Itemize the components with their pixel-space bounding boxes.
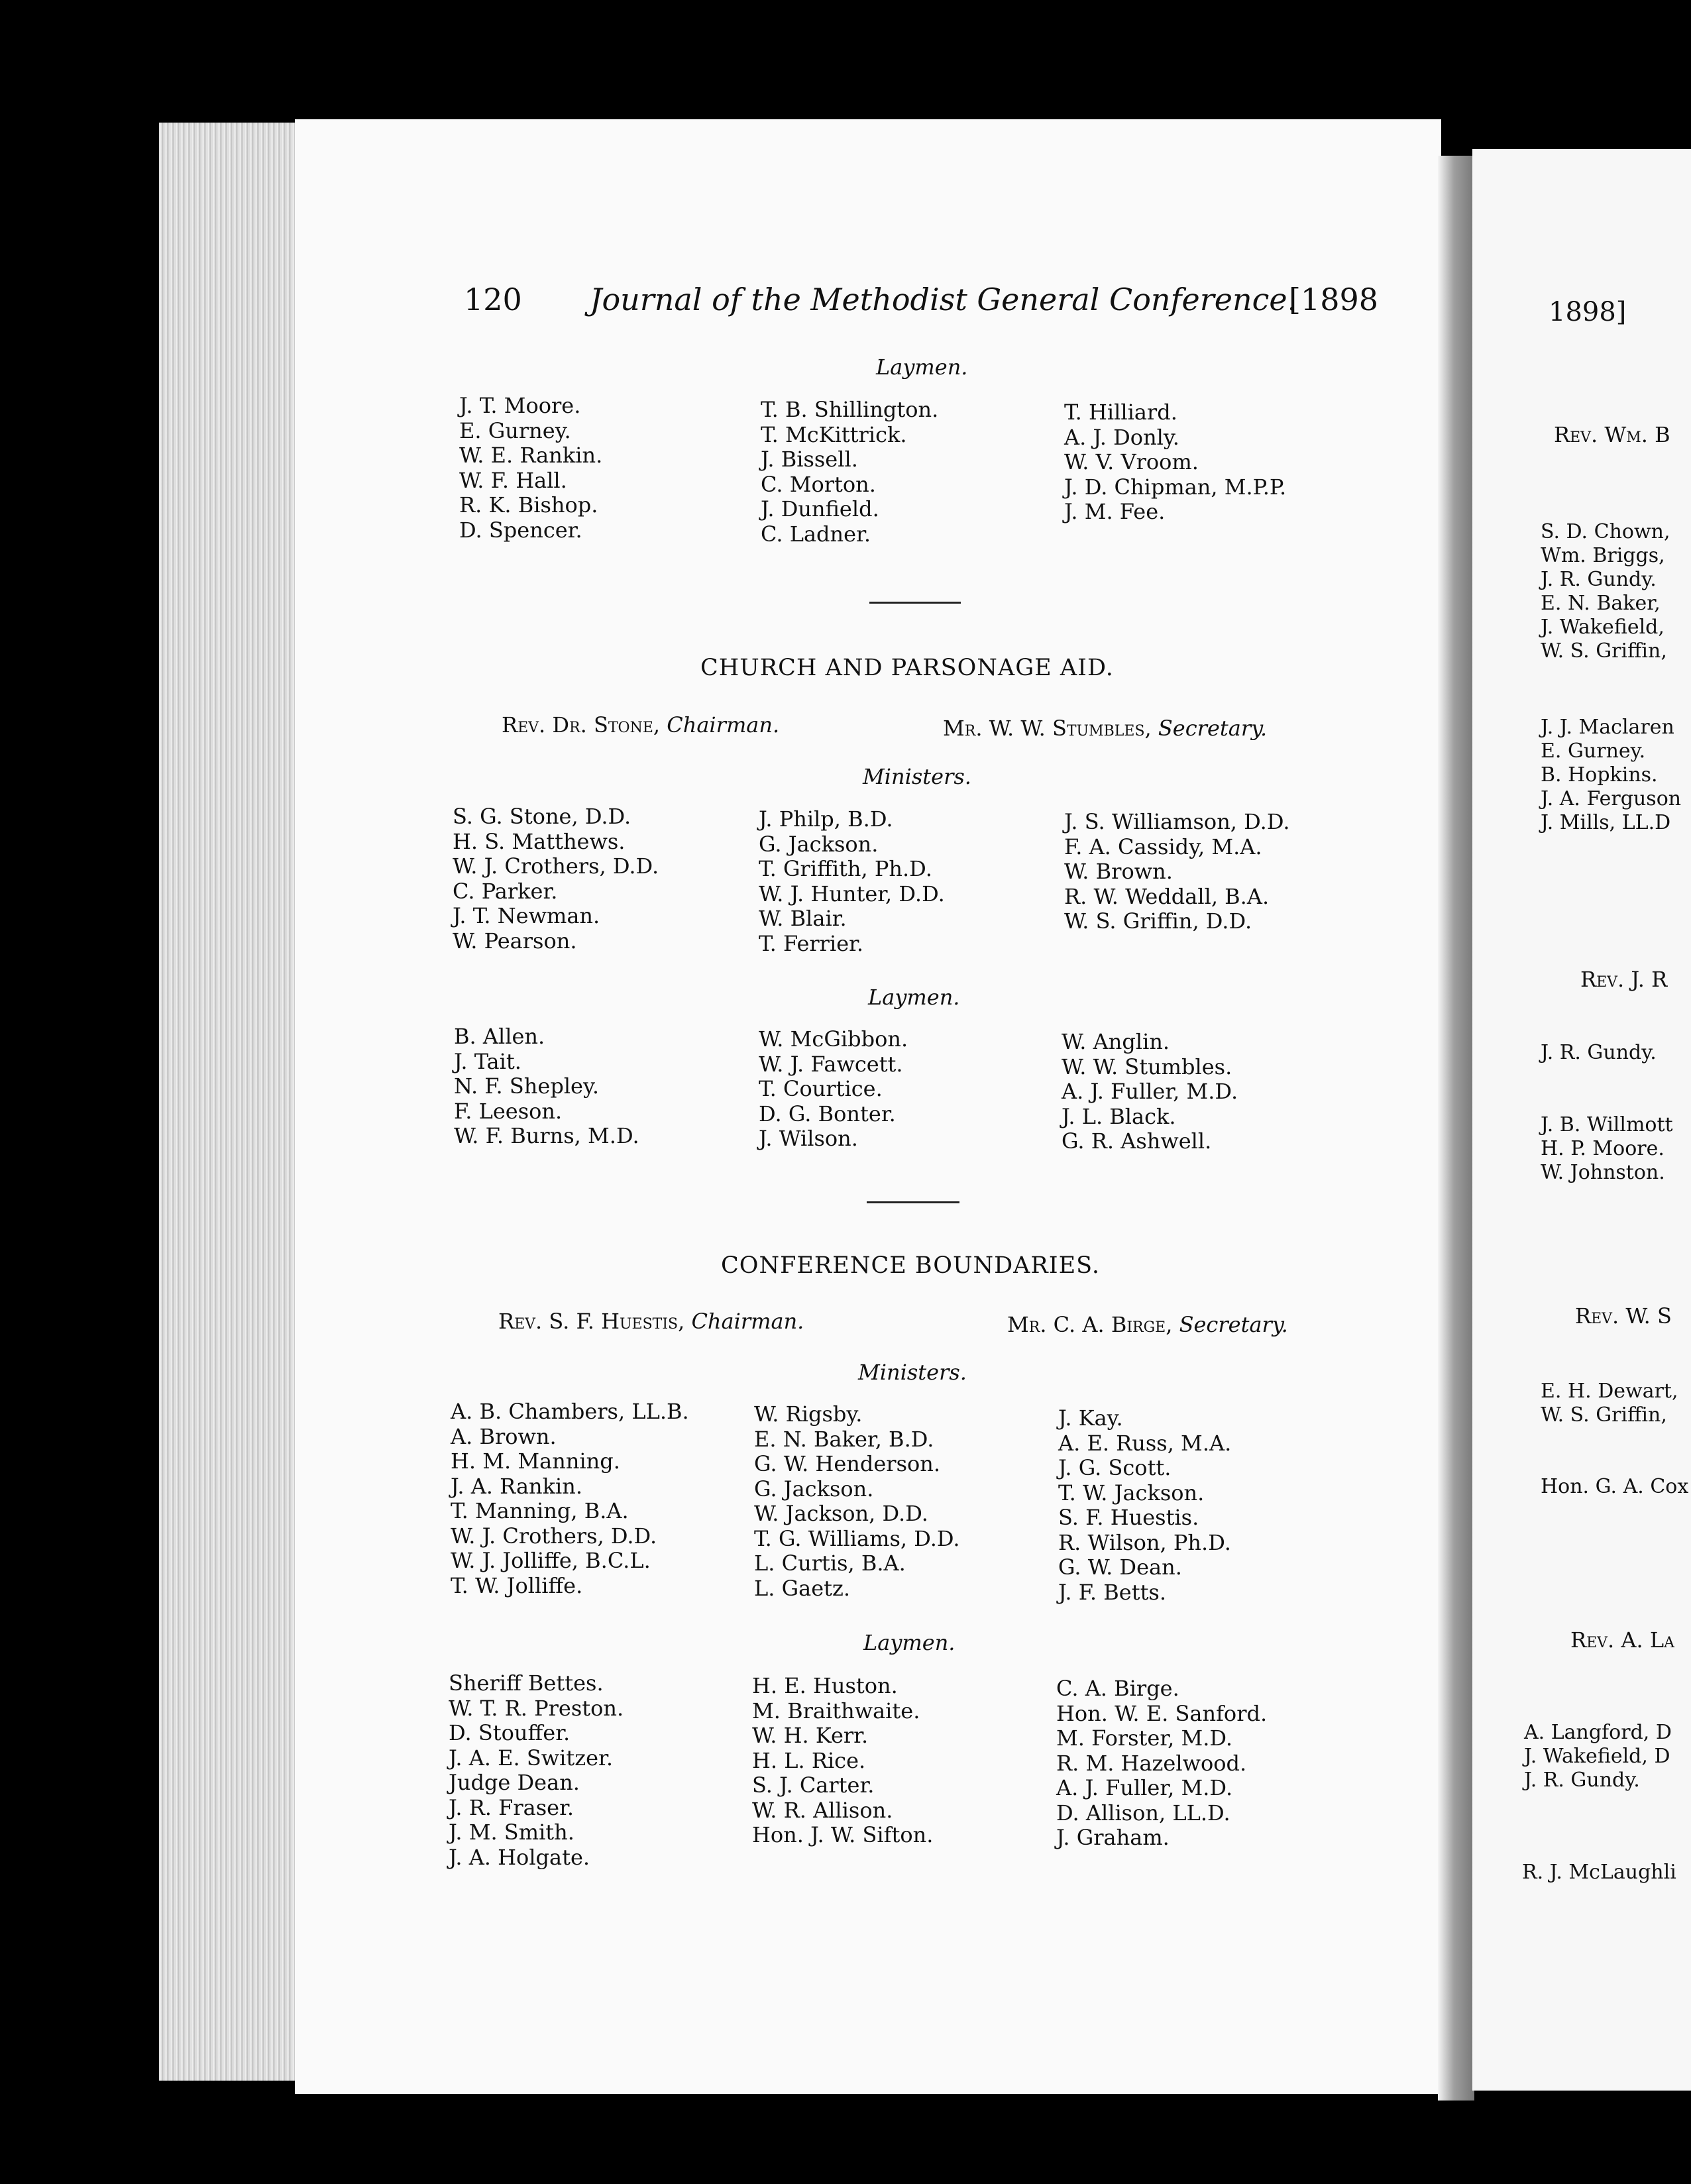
list-item: H. S. Matthews. — [453, 828, 626, 854]
list-item: W. F. Burns, M.D. — [454, 1123, 639, 1148]
list-item: T. Hilliard. — [1064, 400, 1177, 425]
list-item: W. V. Vroom. — [1064, 449, 1199, 474]
list-item: R. J. McLaughli — [1522, 1861, 1676, 1884]
list-item: D. G. Bonter. — [759, 1101, 896, 1126]
list-item: J. T. Moore. — [459, 393, 581, 418]
list-item: J. A. E. Switzer. — [449, 1745, 613, 1771]
church-aid-chairman: Rev. Dr. Stone, Chairman. — [502, 712, 780, 737]
list-item: G. W. Dean. — [1058, 1555, 1182, 1580]
list-item: C. Parker. — [453, 878, 558, 904]
list-item: R. M. Hazelwood. — [1056, 1750, 1247, 1776]
list-item: J. D. Chipman, M.P.P. — [1064, 474, 1287, 500]
list-item: J. G. Scott. — [1058, 1455, 1172, 1480]
facing-group-2 — [1541, 716, 1681, 835]
list-item: F. A. Cassidy, M.A. — [1064, 834, 1262, 859]
list-item: J. B. Willmott — [1541, 1113, 1673, 1136]
list-item: T. Manning, B.A. — [451, 1498, 629, 1523]
boundaries-laymen-heading: Laymen. — [863, 1630, 955, 1655]
list-item: J. Kay. — [1058, 1405, 1123, 1431]
facing-group-4 — [1541, 1380, 1678, 1427]
list-item: H. E. Huston. — [752, 1673, 898, 1698]
church-aid-laymen-heading: Laymen. — [868, 985, 960, 1010]
boundaries-laymen-col2 — [752, 1674, 933, 1848]
list-item: G. Jackson. — [759, 831, 879, 857]
list-item: S. F. Huestis. — [1058, 1505, 1199, 1530]
list-item: Hon. J. W. Sifton. — [752, 1822, 934, 1847]
list-item: G. Jackson. — [754, 1476, 874, 1502]
list-item: W. J. Hunter, D.D. — [759, 881, 945, 906]
boundaries-laymen-col1 — [449, 1671, 624, 1870]
list-item: J. M. Fee. — [1064, 499, 1166, 524]
list-item: W. J. Fawcett. — [759, 1051, 903, 1077]
list-item: W. Johnston. — [1541, 1161, 1665, 1184]
list-item: J. A. Rankin. — [451, 1473, 583, 1499]
list-item: E. Gurney. — [459, 417, 571, 443]
list-item: E. N. Baker, — [1541, 592, 1661, 615]
list-item: J. Wilson. — [759, 1126, 858, 1151]
list-item: D. Allison, LL.D. — [1056, 1800, 1230, 1826]
running-head — [464, 282, 1378, 328]
list-item: J. Wakefield, — [1541, 616, 1664, 639]
facing-group-5 — [1524, 1721, 1672, 1792]
list-item: S. D. Chown, — [1541, 520, 1670, 543]
list-item: W. F. Hall. — [459, 467, 567, 493]
list-item: T. Courtice. — [759, 1076, 883, 1101]
list-item: J. Philp, B.D. — [759, 806, 893, 832]
list-item: D. Stouffer. — [449, 1720, 571, 1745]
list-item: A. J. Donly. — [1064, 424, 1179, 450]
facing-heading: Rev. J. R — [1580, 967, 1668, 992]
list-item: J. A. Holgate. — [449, 1844, 590, 1870]
list-item: W. T. R. Preston. — [449, 1695, 624, 1721]
list-item: J. Graham. — [1056, 1825, 1170, 1850]
list-item: W. J. Crothers, D.D. — [453, 853, 659, 879]
list-item: W. S. Griffin, D.D. — [1064, 908, 1252, 934]
boundaries-ministers-col1 — [451, 1399, 689, 1598]
section-title-boundaries: CONFERENCE BOUNDARIES. — [721, 1252, 1101, 1279]
list-item: Sheriff Bettes. — [449, 1670, 604, 1696]
boundaries-secretary: Mr. C. A. Birge, Secretary. — [1007, 1312, 1288, 1337]
list-item: L. Gaetz. — [754, 1575, 851, 1601]
boundaries-laymen-col3 — [1056, 1676, 1267, 1851]
list-item: T. G. Williams, D.D. — [754, 1525, 960, 1551]
list-item: M. Braithwaite. — [752, 1698, 920, 1723]
list-item: J. M. Smith. — [449, 1820, 574, 1845]
list-item: H. P. Moore. — [1541, 1137, 1664, 1160]
list-item: J. L. Black. — [1062, 1103, 1176, 1129]
list-item: W. S. Griffin, — [1541, 1403, 1667, 1427]
facing-group-3 — [1541, 1113, 1673, 1185]
list-item: G. W. Henderson. — [754, 1451, 941, 1476]
list-item: W. E. Rankin. — [459, 443, 603, 468]
list-item: J. J. Maclaren — [1541, 716, 1674, 739]
list-item: H. M. Manning. — [451, 1448, 620, 1474]
list-item: E. H. Dewart, — [1541, 1380, 1678, 1403]
section-divider — [869, 602, 961, 604]
book-gutter — [1438, 156, 1474, 2101]
list-item: C. A. Birge. — [1056, 1676, 1179, 1701]
top-laymen-heading: Laymen. — [876, 355, 968, 380]
list-item: J. A. Ferguson — [1541, 787, 1682, 810]
list-item: M. Forster, M.D. — [1056, 1725, 1233, 1751]
list-item: S. G. Stone, D.D. — [453, 804, 631, 829]
list-item: W. McGibbon. — [759, 1026, 908, 1052]
church-aid-laymen-col1 — [454, 1024, 639, 1149]
boundaries-chairman: Rev. S. F. Huestis, Chairman. — [498, 1309, 804, 1334]
boundaries-ministers-heading: Ministers. — [858, 1360, 967, 1385]
section-title-church-aid: CHURCH AND PARSONAGE AID. — [700, 655, 1114, 681]
list-item: W. H. Kerr. — [752, 1723, 869, 1748]
list-item: Judge Dean. — [449, 1770, 580, 1795]
journal-title: Journal of the Methodist General Conference. — [590, 282, 1297, 317]
list-item: J. R. Gundy. — [1541, 1041, 1657, 1064]
list-item: R. W. Weddall, B.A. — [1064, 883, 1270, 909]
list-item: A. E. Russ, M.A. — [1058, 1430, 1232, 1456]
church-aid-laymen-col2 — [759, 1027, 908, 1152]
list-item: J. R. Gundy. — [1524, 1769, 1640, 1792]
facing-heading: Rev. A. La — [1570, 1627, 1674, 1653]
list-item: J. F. Betts. — [1058, 1579, 1167, 1605]
list-item: W. J. Crothers, D.D. — [451, 1523, 657, 1549]
page-number: 120 — [464, 282, 522, 317]
list-item: B. Allen. — [454, 1024, 545, 1049]
church-aid-ministers-heading: Ministers. — [863, 764, 971, 789]
list-item: W. Jackson, D.D. — [754, 1501, 928, 1526]
list-item: A. B. Chambers, LL.B. — [451, 1399, 689, 1424]
facing-page — [1472, 149, 1691, 2091]
facing-heading: Rev. Wm. B — [1554, 422, 1670, 447]
church-aid-ministers-col2 — [759, 807, 945, 956]
list-item: T. B. Shillington. — [761, 397, 939, 422]
list-item: Hon. W. E. Sanford. — [1056, 1700, 1268, 1726]
facing-heading: Rev. W. S — [1575, 1303, 1672, 1329]
list-item: S. J. Carter. — [752, 1773, 875, 1798]
list-item: T. W. Jackson. — [1058, 1480, 1205, 1505]
list-item: F. Leeson. — [454, 1098, 563, 1124]
church-aid-secretary: Mr. W. W. Stumbles, Secretary. — [943, 716, 1268, 741]
list-item: B. Hopkins. — [1541, 763, 1658, 787]
list-item: J. Tait. — [454, 1048, 521, 1074]
boundaries-ministers-col2 — [754, 1402, 960, 1601]
list-item: A. Brown. — [451, 1423, 557, 1449]
list-item: J. Mills, LL.D — [1541, 811, 1671, 834]
list-item: Wm. Briggs, — [1541, 544, 1665, 567]
church-aid-ministers-col1 — [453, 804, 659, 954]
list-item: W. Rigsby. — [754, 1401, 863, 1427]
list-item: T. Griffith, Ph.D. — [759, 856, 932, 881]
list-item: J. Dunfield. — [761, 496, 879, 521]
list-item: T. Ferrier. — [759, 930, 864, 956]
church-aid-ministers-col3 — [1064, 810, 1290, 934]
church-aid-laymen-col3 — [1062, 1030, 1238, 1154]
list-item: R. Wilson, Ph.D. — [1058, 1529, 1231, 1555]
list-item: T. McKittrick. — [761, 421, 907, 447]
top-laymen-col1 — [459, 394, 602, 543]
list-item: J. Wakefield, D — [1524, 1745, 1670, 1768]
list-item: D. Spencer. — [459, 517, 582, 543]
list-item: J. R. Fraser. — [449, 1794, 574, 1820]
page-edge — [159, 123, 298, 2081]
facing-group-1 — [1541, 520, 1670, 663]
section-divider — [867, 1201, 959, 1203]
list-item: G. R. Ashwell. — [1062, 1128, 1212, 1154]
list-item: W. Blair. — [759, 906, 847, 931]
list-item: C. Morton. — [761, 471, 876, 497]
list-item: W. R. Allison. — [752, 1797, 893, 1823]
list-item: J. T. Newman. — [453, 903, 600, 928]
boundaries-ministers-col3 — [1058, 1406, 1231, 1605]
list-item: L. Curtis, B.A. — [754, 1551, 906, 1576]
facing-year: 1898] — [1549, 297, 1627, 327]
list-item: A. J. Fuller, M.D. — [1056, 1775, 1233, 1800]
list-item: W. W. Stumbles. — [1062, 1054, 1232, 1079]
list-item: T. W. Jolliffe. — [451, 1572, 583, 1598]
list-item: W. J. Jolliffe, B.C.L. — [451, 1548, 651, 1573]
list-item: A. J. Fuller, M.D. — [1062, 1079, 1238, 1104]
list-item: W. Anglin. — [1062, 1029, 1170, 1054]
list-item: A. Langford, D — [1524, 1721, 1672, 1744]
list-item: J. S. Williamson, D.D. — [1064, 809, 1290, 834]
list-item: W. S. Griffin, — [1541, 639, 1667, 663]
list-item: C. Ladner. — [761, 521, 871, 547]
list-item: W. Pearson. — [453, 928, 577, 954]
list-item: Hon. G. A. Cox — [1541, 1475, 1689, 1498]
list-item: N. F. Shepley. — [454, 1073, 599, 1099]
top-laymen-col2 — [761, 398, 938, 547]
list-item: J. Bissell. — [761, 447, 858, 472]
list-item: R. K. Bishop. — [459, 492, 598, 518]
list-item: J. R. Gundy. — [1541, 568, 1657, 591]
list-item: E. N. Baker, B.D. — [754, 1426, 934, 1452]
list-item: H. L. Rice. — [752, 1747, 866, 1773]
header-year: [1898 — [1288, 282, 1378, 317]
list-item: W. Brown. — [1064, 859, 1173, 884]
top-laymen-col3 — [1064, 400, 1286, 525]
list-item: E. Gurney. — [1541, 739, 1646, 763]
